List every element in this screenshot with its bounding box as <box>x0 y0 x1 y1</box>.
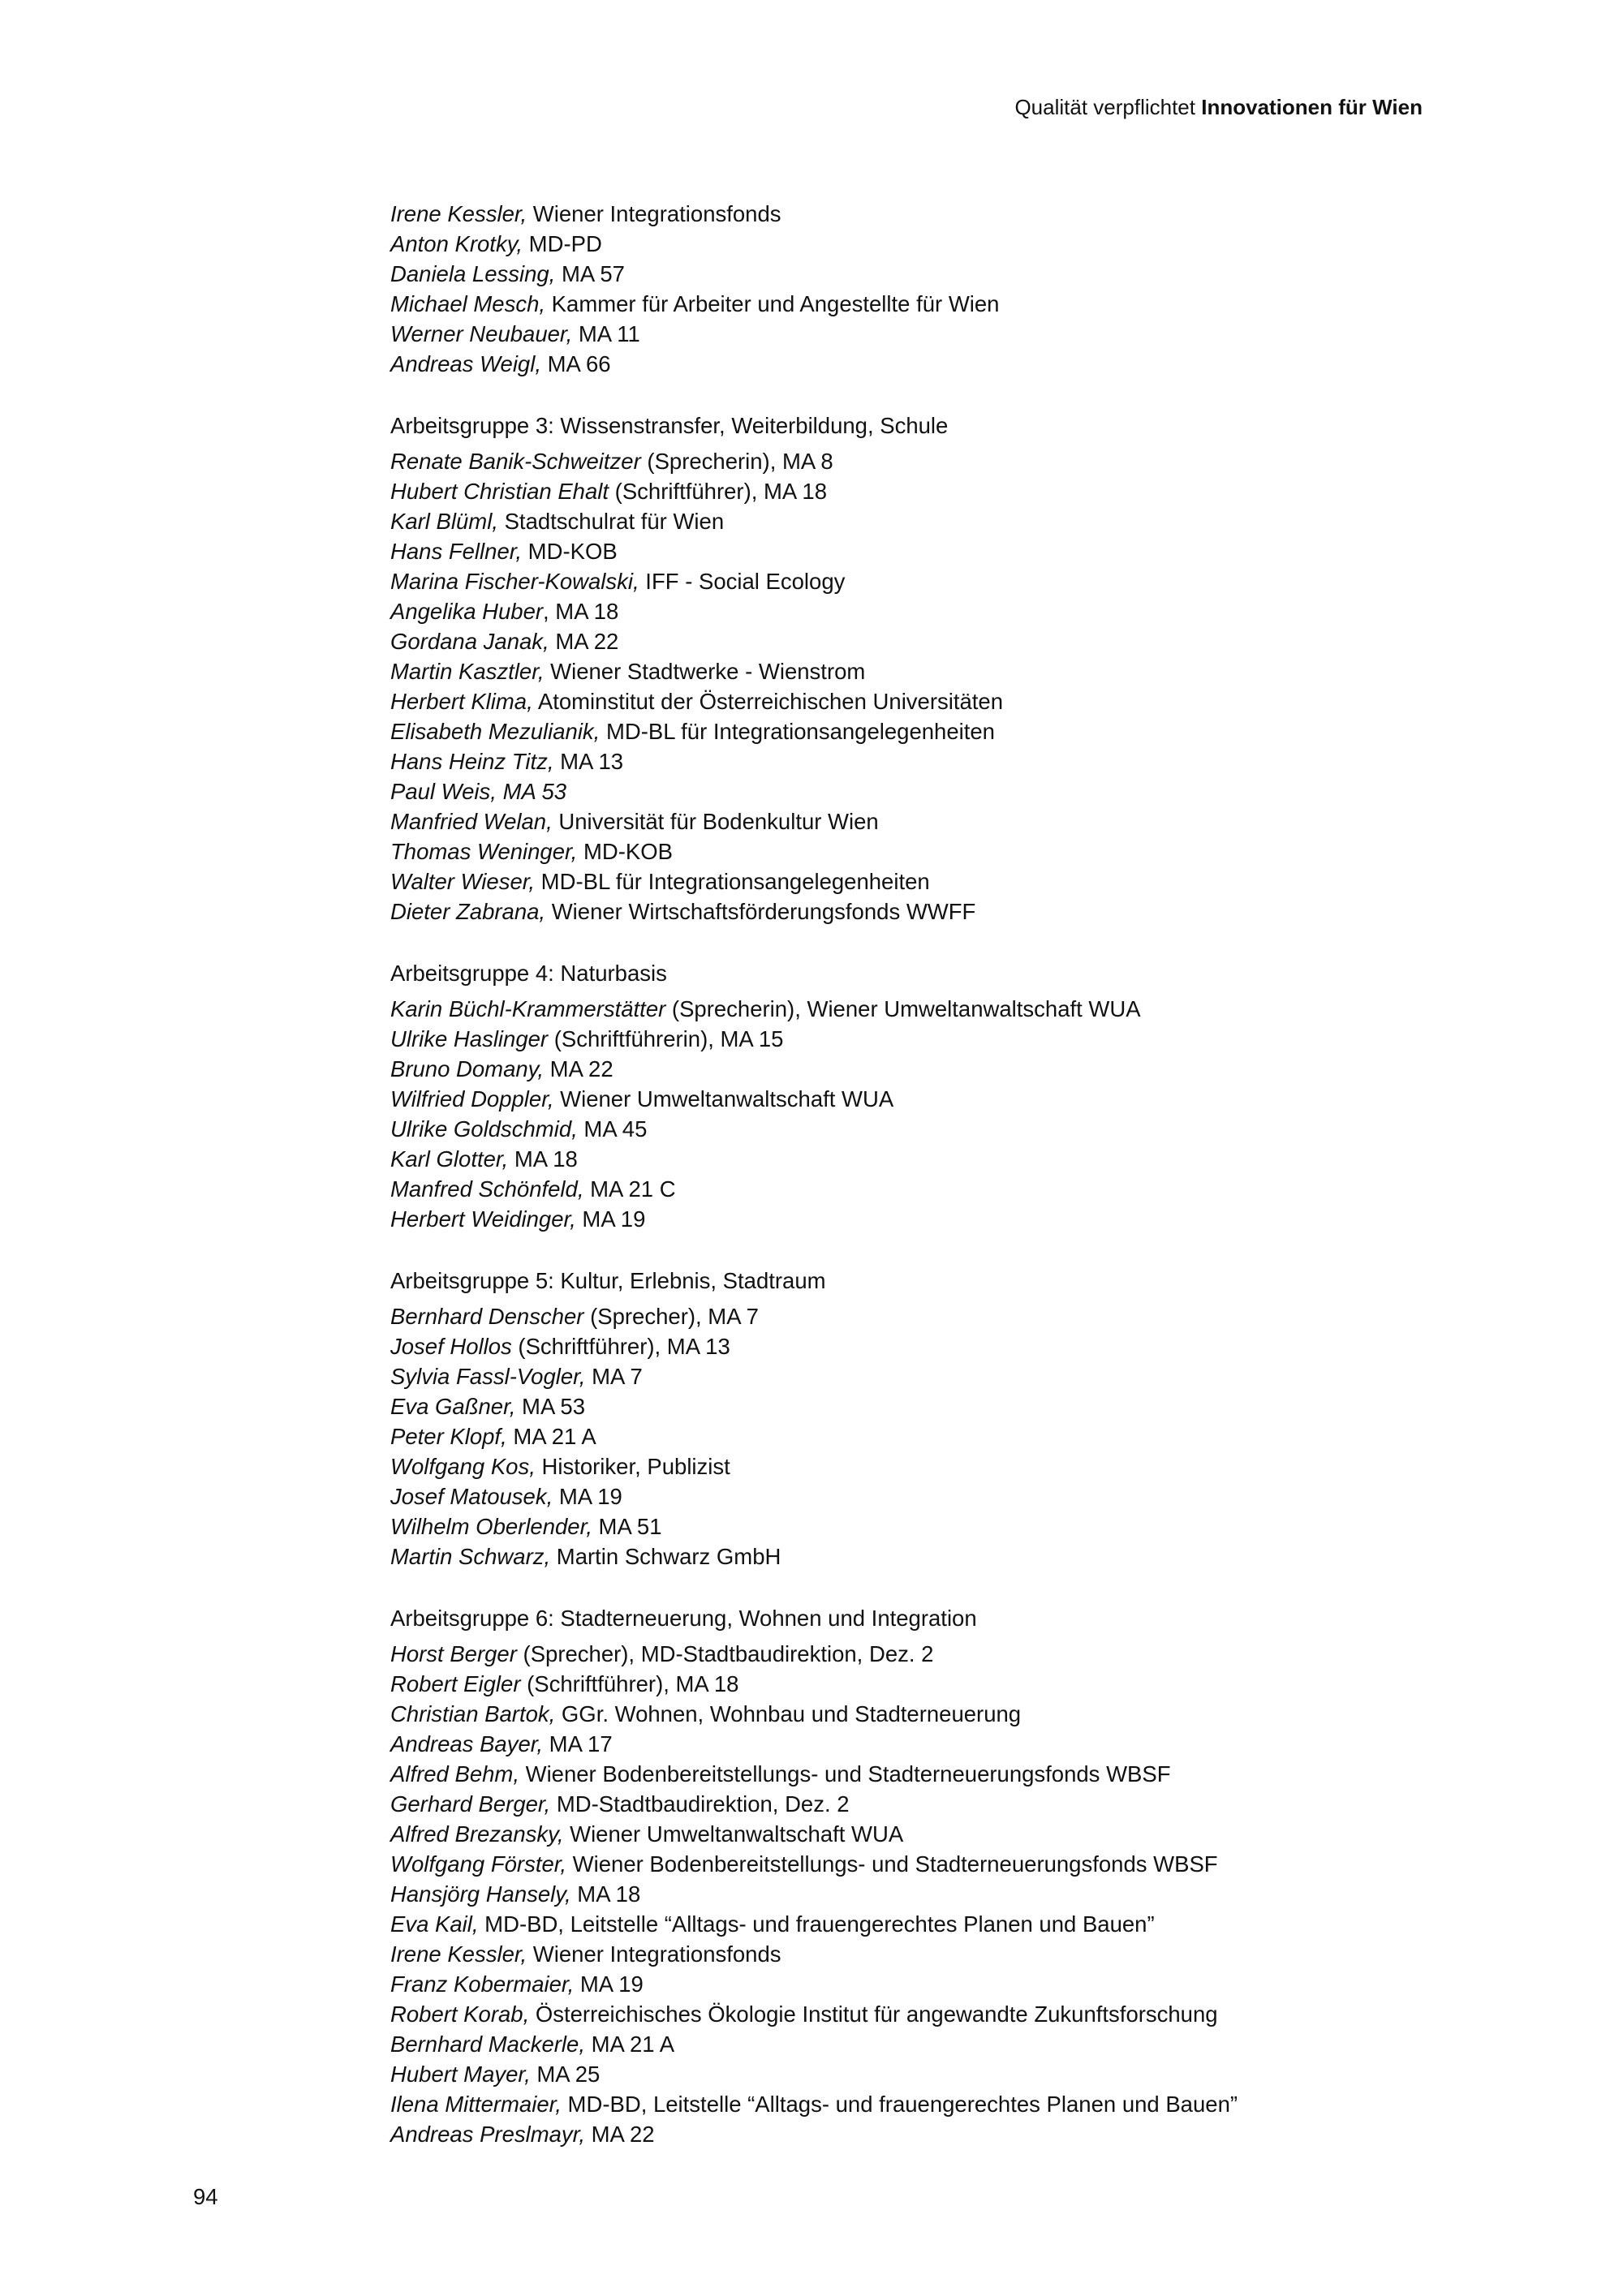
member-name: Gerhard Berger, <box>390 1791 551 1817</box>
member-entry <box>390 1999 1526 2029</box>
member-name: Martin Schwarz, <box>390 1544 551 1569</box>
member-affiliation: MA 11 <box>572 321 640 346</box>
member-entry <box>390 866 1526 896</box>
member-affiliation: GGr. Wohnen, Wohnbau und Stadterneuerung <box>555 1701 1022 1726</box>
member-name: Ulrike Haslinger <box>390 1026 549 1051</box>
member-affiliation: MD-Stadtbaudirektion, Dez. 2 <box>550 1791 850 1817</box>
member-name: Irene Kessler, <box>390 201 527 226</box>
member-affiliation: MA 21 A <box>506 1424 596 1449</box>
working-group-section <box>390 411 1526 927</box>
member-affiliation: Universität für Bodenkultur Wien <box>552 809 879 834</box>
member-affiliation: MA 45 <box>577 1116 648 1142</box>
member-name: Paul Weis, MA 53 <box>390 779 567 804</box>
member-entry <box>390 1909 1526 1939</box>
member-affiliation: Wiener Stadtwerke - Wienstrom <box>544 659 866 684</box>
header-title: Innovationen für Wien <box>1201 95 1423 119</box>
member-entry <box>390 776 1526 806</box>
member-affiliation: (Sprecher), MD-Stadtbaudirektion, Dez. 2 <box>516 1641 934 1666</box>
member-name: Irene Kessler, <box>390 1941 527 1967</box>
member-name: Thomas Weninger, <box>390 839 578 864</box>
member-entry <box>390 1699 1526 1729</box>
member-name: Christian Bartok, <box>390 1701 556 1726</box>
member-name: Hubert Christian Ehalt <box>390 479 609 504</box>
member-affiliation: (Sprecherin), MA 8 <box>640 449 833 474</box>
member-entry <box>390 259 1526 289</box>
member-name: Renate Banik-Schweitzer <box>390 449 641 474</box>
working-group-title: Arbeitsgruppe 6: Stadterneuerung, Wohnen und Integration <box>390 1606 977 1631</box>
member-entry <box>390 199 1526 229</box>
member-entry <box>390 446 1526 476</box>
member-entry <box>390 319 1526 349</box>
member-name: Hans Heinz Titz, <box>390 749 554 774</box>
member-name: Marina Fischer-Kowalski, <box>390 569 639 594</box>
member-name: Manfred Schönfeld, <box>390 1176 584 1202</box>
member-affiliation: MA 21 C <box>583 1176 676 1202</box>
member-name: Alfred Behm, <box>390 1761 519 1786</box>
member-affiliation: Wiener Bodenbereitstellungs- und Stadterneuerungsfonds WBSF <box>566 1851 1218 1877</box>
member-affiliation: MA 21 A <box>584 2032 675 2057</box>
member-name: Sylvia Fassl-Vogler, <box>390 1364 586 1389</box>
member-name: Werner Neubauer, <box>390 321 573 346</box>
member-name: Wolfgang Förster, <box>390 1851 567 1877</box>
member-name: Ulrike Goldschmid, <box>390 1116 578 1142</box>
member-entry <box>390 836 1526 866</box>
member-entry <box>390 1084 1526 1114</box>
member-entry <box>390 1879 1526 1909</box>
member-affiliation: (Schriftführer), MA 18 <box>520 1671 739 1696</box>
member-name: Peter Klopf, <box>390 1424 507 1449</box>
member-affiliation: MD-BD, Leitstelle “Alltags- und frauengerechtes Planen und Bauen” <box>561 2092 1238 2117</box>
member-affiliation: (Schriftführer), MA 13 <box>511 1334 730 1359</box>
member-affiliation: MA 22 <box>549 629 619 654</box>
member-name: Ilena Mittermaier, <box>390 2092 562 2117</box>
member-name: Alfred Brezansky, <box>390 1821 564 1847</box>
member-entry <box>390 289 1526 319</box>
member-entry <box>390 1361 1526 1391</box>
member-entry <box>390 506 1526 536</box>
member-name: Walter Wieser, <box>390 869 536 894</box>
member-name: Elisabeth Mezulianik, <box>390 719 601 744</box>
member-affiliation: MA 19 <box>574 1971 644 1997</box>
member-name: Herbert Klima, <box>390 689 533 714</box>
member-name: Karin Büchl-Krammerstätter <box>390 996 666 1021</box>
member-affiliation: MA 17 <box>543 1731 613 1756</box>
member-entry <box>390 746 1526 776</box>
member-entry <box>390 349 1526 379</box>
header-prefix: Qualität verpflichtet <box>1014 95 1195 119</box>
member-entry <box>390 2029 1526 2059</box>
member-affiliation: MD-KOB <box>577 839 673 864</box>
member-affiliation: MA 19 <box>575 1206 646 1232</box>
member-entry <box>390 1669 1526 1699</box>
member-affiliation: MA 18 <box>570 1881 641 1907</box>
member-affiliation: Kammer für Arbeiter und Angestellte für Wien <box>545 291 1000 316</box>
member-name: Manfried Welan, <box>390 809 553 834</box>
working-group-section <box>390 1603 1526 2149</box>
member-affiliation: Wiener Umweltanwaltschaft WUA <box>563 1821 904 1847</box>
member-entry <box>390 1639 1526 1669</box>
member-entry <box>390 1024 1526 1054</box>
member-entry <box>390 596 1526 626</box>
member-entry <box>390 229 1526 259</box>
member-affiliation: Stadtschulrat für Wien <box>497 509 725 534</box>
member-affiliation: MA 25 <box>530 2062 601 2087</box>
member-name: Dieter Zabrana, <box>390 899 546 924</box>
member-affiliation: Wiener Integrationsfonds <box>527 201 781 226</box>
member-name: Andreas Preslmayr, <box>390 2122 585 2147</box>
working-group-title: Arbeitsgruppe 5: Kultur, Erlebnis, Stadtraum <box>390 1268 826 1293</box>
member-name: Franz Kobermaier, <box>390 1971 575 1997</box>
member-affiliation: Atominstitut der Österreichischen Universitäten <box>532 689 1004 714</box>
member-name: Horst Berger <box>390 1641 517 1666</box>
member-entry <box>390 1144 1526 1174</box>
member-entry <box>390 1819 1526 1849</box>
member-name: Karl Glotter, <box>390 1146 509 1172</box>
member-affiliation: Historiker, Publizist <box>535 1454 730 1479</box>
member-entry <box>390 1331 1526 1361</box>
member-affiliation: Martin Schwarz GmbH <box>550 1544 781 1569</box>
member-name: Hansjörg Hansely, <box>390 1881 571 1907</box>
member-name: Robert Korab, <box>390 2001 530 2027</box>
member-entry <box>390 1729 1526 1759</box>
member-entry <box>390 1301 1526 1331</box>
member-name: Bernhard Mackerle, <box>390 2032 585 2057</box>
member-entry <box>390 536 1526 566</box>
member-entry <box>390 1421 1526 1451</box>
member-entry <box>390 1204 1526 1234</box>
member-affiliation: MA 53 <box>515 1394 585 1419</box>
member-affiliation: MD-BL für Integrationsangelegenheiten <box>600 719 995 744</box>
member-affiliation: MA 22 <box>584 2122 655 2147</box>
member-affiliation: MA 13 <box>553 749 624 774</box>
member-affiliation: Wiener Bodenbereitstellungs- und Stadterneuerungsfonds WBSF <box>519 1761 1171 1786</box>
member-name: Angelika Huber <box>390 599 544 624</box>
member-entry <box>390 2119 1526 2149</box>
member-entry <box>390 1174 1526 1204</box>
member-name: Hubert Mayer, <box>390 2062 531 2087</box>
member-entry <box>390 716 1526 746</box>
member-entry <box>390 566 1526 596</box>
member-name: Michael Mesch, <box>390 291 546 316</box>
working-group-section <box>390 1266 1526 1572</box>
member-name: Andreas Weigl, <box>390 351 541 376</box>
member-entry <box>390 1849 1526 1879</box>
member-entry <box>390 1541 1526 1572</box>
member-list <box>390 199 1526 2149</box>
member-affiliation: IFF - Social Ecology <box>639 569 846 594</box>
member-entry <box>390 1481 1526 1511</box>
member-name: Anton Krotky, <box>390 231 523 256</box>
member-entry <box>390 896 1526 927</box>
member-entry <box>390 1969 1526 1999</box>
member-affiliation: MA 57 <box>555 261 625 286</box>
working-group-title: Arbeitsgruppe 4: Naturbasis <box>390 961 667 986</box>
member-name: Daniela Lessing, <box>390 261 556 286</box>
member-entry <box>390 656 1526 686</box>
member-affiliation: Wiener Wirtschaftsförderungsfonds WWFF <box>545 899 976 924</box>
member-affiliation: Österreichisches Ökologie Institut für angewandte Zukunftsforschung <box>529 2001 1218 2027</box>
member-affiliation: MD-BL für Integrationsangelegenheiten <box>535 869 930 894</box>
member-entry <box>390 806 1526 836</box>
member-affiliation: MA 19 <box>553 1484 622 1509</box>
member-name: Bruno Domany, <box>390 1056 545 1081</box>
member-entry <box>390 476 1526 506</box>
member-name: Karl Blüml, <box>390 509 498 534</box>
member-affiliation: (Schriftführer), MA 18 <box>609 479 827 504</box>
member-entry <box>390 1114 1526 1144</box>
member-name: Martin Kasztler, <box>390 659 545 684</box>
member-affiliation: MA 66 <box>540 351 611 376</box>
member-name: Hans Fellner, <box>390 539 523 564</box>
member-affiliation: (Schriftführerin), MA 15 <box>548 1026 784 1051</box>
working-group-title: Arbeitsgruppe 3: Wissenstransfer, Weiterbildung, Schule <box>390 413 949 438</box>
member-entry <box>390 1939 1526 1969</box>
page-number: 94 <box>193 2184 218 2209</box>
member-name: Bernhard Denscher <box>390 1304 584 1329</box>
member-affiliation: MD-PD <box>523 231 602 256</box>
member-entry <box>390 1054 1526 1084</box>
member-name: Josef Hollos <box>390 1334 512 1359</box>
member-affiliation: MA 7 <box>585 1364 643 1389</box>
member-entry <box>390 994 1526 1024</box>
member-name: Eva Gaßner, <box>390 1394 516 1419</box>
member-name: Herbert Weidinger, <box>390 1206 576 1232</box>
member-entry <box>390 686 1526 716</box>
member-name: Robert Eigler <box>390 1671 521 1696</box>
member-affiliation: MD-BD, Leitstelle “Alltags- und frauengerechtes Planen und Bauen” <box>478 1911 1155 1937</box>
running-header <box>1014 94 1423 120</box>
member-entry <box>390 626 1526 656</box>
member-affiliation: Wiener Integrationsfonds <box>527 1941 781 1967</box>
member-entry <box>390 1391 1526 1421</box>
member-affiliation: MA 18 <box>508 1146 578 1172</box>
member-affiliation: (Sprecherin), Wiener Umweltanwaltschaft WUA <box>665 996 1141 1021</box>
member-affiliation: (Sprecher), MA 7 <box>583 1304 759 1329</box>
member-name: Josef Matousek, <box>390 1484 553 1509</box>
member-entry <box>390 1451 1526 1481</box>
member-entry <box>390 2059 1526 2089</box>
member-affiliation: Wiener Umweltanwaltschaft WUA <box>553 1086 894 1111</box>
member-name: Gordana Janak, <box>390 629 549 654</box>
member-affiliation: , MA 18 <box>543 599 619 624</box>
member-entry <box>390 1759 1526 1789</box>
member-entry <box>390 1511 1526 1541</box>
member-affiliation: MA 22 <box>544 1056 613 1081</box>
member-affiliation: MA 51 <box>592 1514 662 1539</box>
member-name: Wolfgang Kos, <box>390 1454 536 1479</box>
member-affiliation: MD-KOB <box>522 539 618 564</box>
member-entry <box>390 1789 1526 1819</box>
member-name: Wilhelm Oberlender, <box>390 1514 592 1539</box>
member-name: Eva Kail, <box>390 1911 479 1937</box>
member-entry <box>390 2089 1526 2119</box>
working-group-section <box>390 199 1526 379</box>
member-name: Wilfried Doppler, <box>390 1086 554 1111</box>
working-group-section <box>390 958 1526 1234</box>
member-name: Andreas Bayer, <box>390 1731 544 1756</box>
